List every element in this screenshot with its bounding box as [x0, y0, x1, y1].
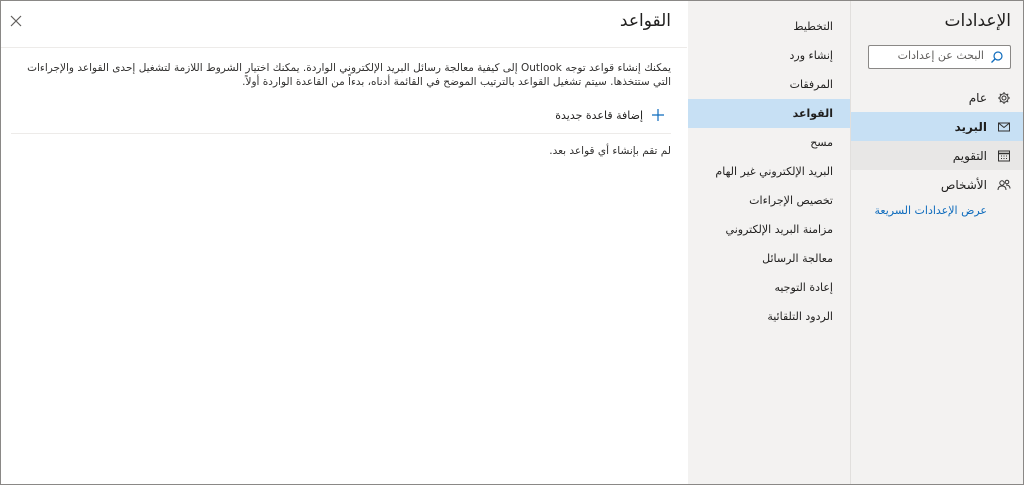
calendar-icon — [997, 149, 1011, 163]
mail-subcategory-pane — [688, 1, 851, 484]
empty-rules-message: لم تقم بإنشاء أي قواعد بعد. — [549, 145, 671, 157]
settings-title: الإعدادات — [944, 11, 1011, 31]
page-title: القواعد — [619, 11, 671, 31]
rules-divider — [11, 133, 671, 134]
category-people[interactable] — [851, 170, 1023, 199]
category-label: عام — [968, 90, 987, 105]
close-icon — [9, 14, 23, 28]
subcategory-customize-actions[interactable]: تخصيص الإجراءات — [749, 194, 833, 207]
subcategory-message-handling[interactable]: معالجة الرسائل — [762, 252, 833, 265]
category-general[interactable] — [851, 83, 1023, 112]
subcategory-sync-email[interactable]: مزامنة البريد الإلكتروني — [725, 223, 833, 236]
subcategory-sweep[interactable]: مسح — [810, 136, 833, 149]
category-label: البريد — [954, 119, 987, 134]
gear-icon — [997, 91, 1011, 105]
subcategory-automatic-replies[interactable]: الردود التلقائية — [767, 310, 833, 323]
subcategory-layout[interactable]: التخطيط — [793, 20, 833, 33]
category-label: التقويم — [952, 148, 987, 163]
search-icon — [990, 50, 1004, 64]
category-calendar[interactable] — [851, 141, 1023, 170]
settings-category-list — [851, 83, 1023, 216]
close-button[interactable] — [9, 13, 23, 27]
settings-search-box[interactable] — [868, 45, 1011, 69]
subcategory-junk-email[interactable]: البريد الإلكتروني غير الهام — [715, 165, 833, 178]
plus-icon — [651, 108, 665, 122]
people-icon — [997, 178, 1011, 192]
add-new-rule-button[interactable] — [555, 108, 665, 122]
add-new-rule-label: إضافة قاعدة جديدة — [555, 108, 643, 122]
settings-search-input[interactable] — [874, 49, 984, 62]
subcategory-rules[interactable]: القواعد — [688, 99, 850, 128]
rules-description: يمكنك إنشاء قواعد توجه Outlook إلى كيفية معالجة رسائل البريد الإلكتروني الواردة. يمكنك اختيار الشروط اللازمة لتشغيل إحدى القواعد والإجراءات التي ستتخذها. سيتم تشغيل القواعد بالترتيب الموضح في القائمة أدناه، بدءاً من القاعدة الواردة أولاً. — [27, 62, 671, 88]
subcategory-list — [688, 12, 850, 331]
subcategory-compose-reply[interactable]: إنشاء ورد — [789, 49, 833, 62]
category-mail[interactable] — [851, 112, 1023, 141]
settings-category-pane — [851, 1, 1023, 484]
title-divider — [1, 47, 687, 48]
rules-content-pane — [1, 1, 687, 484]
category-label: الأشخاص — [940, 177, 987, 192]
subcategory-forwarding[interactable]: إعادة التوجيه — [774, 281, 833, 294]
subcategory-attachments[interactable]: المرفقات — [789, 78, 833, 91]
mail-icon — [997, 120, 1011, 134]
view-quick-settings-link[interactable]: عرض الإعدادات السريعة — [874, 204, 987, 217]
